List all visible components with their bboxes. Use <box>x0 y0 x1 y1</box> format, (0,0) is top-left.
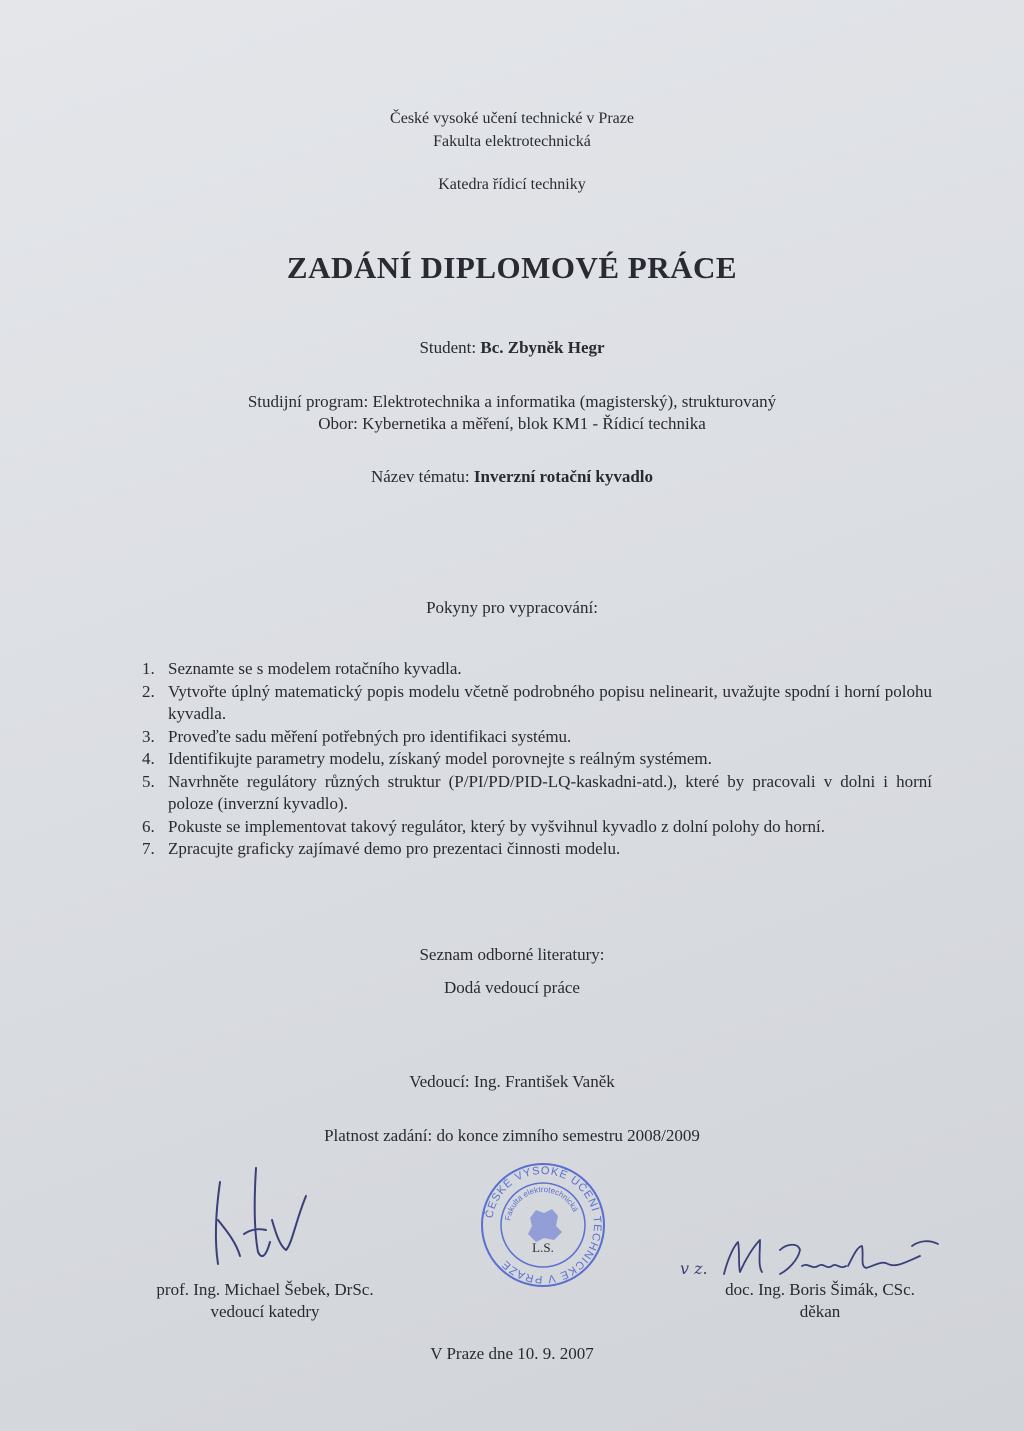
seal-inner-text: Fakulta elektrotechnická <box>503 1184 580 1222</box>
program-line: Studijní program: Elektrotechnika a informatika (magisterský), strukturovaný <box>247 392 777 411</box>
topic-label: Název tématu: <box>370 467 470 486</box>
literature-value: Dodá vedoucí práce <box>444 978 580 997</box>
document-title: ZADÁNÍ DIPLOMOVÉ PRÁCE <box>286 250 738 285</box>
item-text: Vytvořte úplný matematický popis modelu včetně podrobného popisu nelinearit, uvažujte spodní i horní polohu kyvadla. <box>168 681 932 723</box>
topic-value: Inverzní rotační kyvadlo <box>473 467 654 486</box>
list-item <box>142 726 932 749</box>
signatory-right <box>690 1279 950 1323</box>
item-number: 6. <box>142 816 155 836</box>
item-text: Seznamte se s modelem rotačního kyvadla. <box>168 659 462 678</box>
seal-center-text: L.S. <box>532 1240 554 1255</box>
signature-left <box>200 1160 320 1275</box>
signatory-left-name: prof. Ing. Michael Šebek, DrSc. <box>156 1280 374 1299</box>
seal-outer-text: ČESKÉ VYSOKÉ UČENÍ TECHNICKÉ V PRAZE <box>483 1164 604 1286</box>
date-line: V Praze dne 10. 9. 2007 <box>430 1344 594 1363</box>
signatory-right-role: děkan <box>799 1302 841 1321</box>
signatory-left <box>130 1279 400 1323</box>
signatory-left-role: vedoucí katedry <box>210 1302 320 1321</box>
signature-right <box>676 1228 946 1283</box>
topic-line <box>0 467 1024 487</box>
item-text: Identifikujte parametry modelu, získaný model porovnejte s reálným systémem. <box>168 749 712 768</box>
list-item <box>142 681 932 726</box>
list-item <box>142 658 932 681</box>
item-number: 3. <box>142 726 155 746</box>
student-name: Bc. Zbyněk Hegr <box>480 338 605 357</box>
department-name: Katedra řídicí techniky <box>438 176 586 193</box>
item-number: 4. <box>142 749 155 768</box>
university-seal <box>478 1160 608 1290</box>
student-label: Student: <box>419 338 477 357</box>
item-number: 1. <box>142 659 155 678</box>
list-item <box>142 771 932 816</box>
list-item <box>142 748 932 771</box>
supervisor-line: Vedoucí: Ing. František Vaněk <box>409 1072 615 1091</box>
signatory-right-name: doc. Ing. Boris Šimák, CSc. <box>725 1280 915 1299</box>
student-line <box>0 338 1024 358</box>
list-item <box>142 816 932 839</box>
faculty-name: Fakulta elektrotechnická <box>433 133 591 150</box>
item-text: Pokuste se implementovat takový regulátor, který by vyšvihnul kyvadlo z dolní polohy do horní. <box>168 816 826 836</box>
field-line: Obor: Kybernetika a měření, blok KM1 - Řídicí technika <box>318 414 706 433</box>
instructions-list <box>142 658 932 861</box>
university-name: České vysoké učení technické v Praze <box>390 110 634 127</box>
item-number: 5. <box>142 771 155 791</box>
literature-heading: Seznam odborné literatury: <box>419 945 605 964</box>
item-text: Zpracujte graficky zajímavé demo pro prezentaci činnosti modelu. <box>168 839 621 858</box>
validity-line: Platnost zadání: do konce zimního semestru 2008/2009 <box>324 1126 700 1145</box>
signature-prefix: v z. <box>680 1259 708 1278</box>
instructions-heading: Pokyny pro vypracování: <box>426 598 598 617</box>
list-item <box>142 838 932 861</box>
item-number: 7. <box>142 839 155 858</box>
item-number: 2. <box>142 681 155 701</box>
item-text: Proveďte sadu měření potřebných pro identifikaci systému. <box>168 726 572 746</box>
item-text: Navrhněte regulátory různých struktur (P/PI/PD/PID-LQ-kaskadni-atd.), které by pracovali v dolni i horní poloze (inverzní kyvadlo). <box>168 771 932 813</box>
